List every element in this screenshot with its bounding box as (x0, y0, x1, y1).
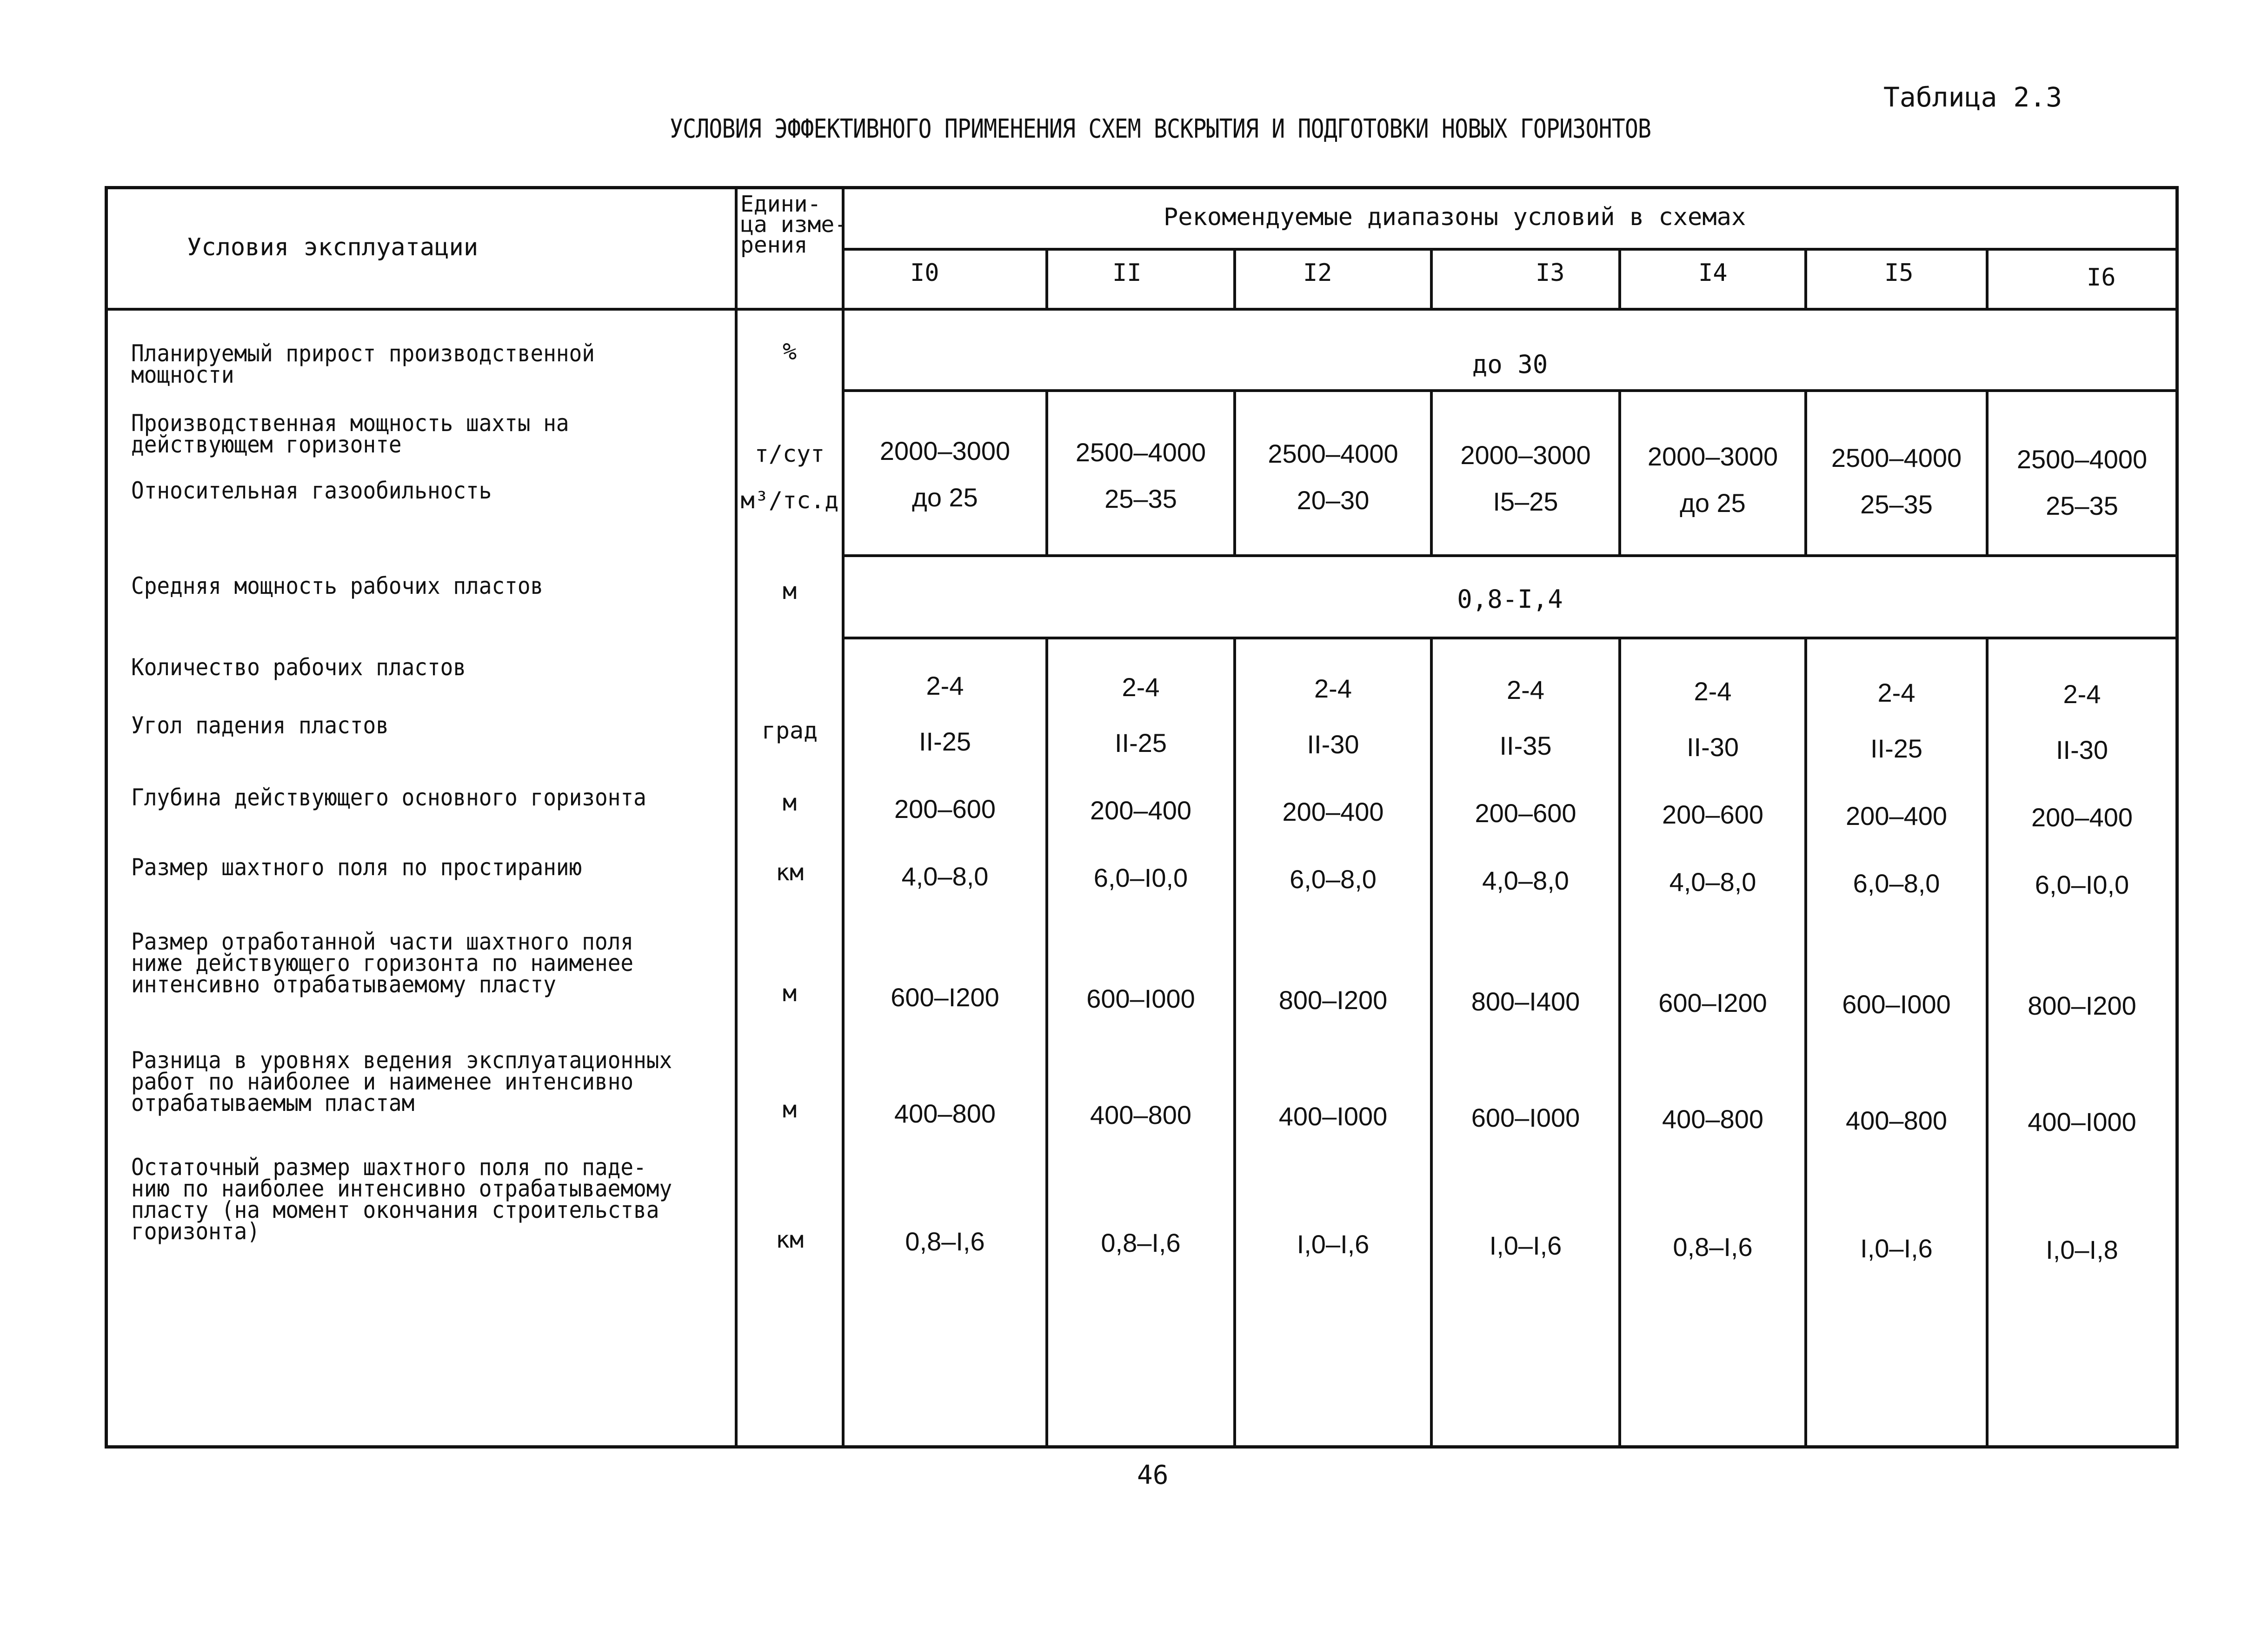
value-cell: 2-4 (2063, 679, 2101, 709)
value-cell: 2000–3000 (1647, 442, 1778, 471)
value-cell: 2-4 (1314, 674, 1352, 703)
value-cell: 2000–3000 (1460, 440, 1591, 470)
value-cell: 800–I200 (2028, 991, 2136, 1020)
value-cell: 200–400 (1282, 797, 1384, 826)
value-cell: 200–400 (2031, 803, 2133, 832)
value-cell: 6,0–8,0 (1853, 869, 1940, 898)
conditions-table (105, 186, 2179, 1449)
value-cell: 400–I000 (2028, 1107, 2136, 1136)
value-cell: 200–600 (1662, 800, 1763, 829)
value-cell: 2500–4000 (2016, 445, 2148, 474)
value-cell: 0,8–I,6 (1101, 1228, 1181, 1257)
value-cell: II-25 (1114, 728, 1167, 758)
value-cell: 20–30 (1297, 485, 1370, 515)
row-unit: град (761, 717, 818, 744)
row-label: Относительная газообильность (131, 477, 492, 504)
row-unit: м (782, 578, 797, 605)
value-cell: 25–35 (2046, 491, 2118, 520)
grid-line (1986, 250, 1989, 1445)
value-cell: I5–25 (1493, 487, 1558, 516)
row-label: Разница в уровнях ведения эксплуатационных работ по наиболее и наименее интенсивно отрабатываемым пластам (131, 1047, 672, 1116)
value-cell: до 25 (1680, 488, 1746, 518)
value-cell: 200–400 (1845, 801, 1947, 831)
value-cell: 2-4 (926, 671, 964, 700)
value-cell: 4,0–8,0 (901, 862, 989, 891)
value-cell: 200–600 (894, 794, 996, 824)
row-unit: км (775, 859, 804, 886)
grid-line (842, 248, 2175, 251)
row-unit: т/сут (754, 440, 825, 467)
row-label: Остаточный размер шахтного поля по паде- нию по наиболее интенсивно отрабатываемому пласту (на момент окончания строительства горизонта) (131, 1154, 672, 1245)
value-cell: 400–800 (1845, 1106, 1947, 1135)
value-cell: 200–600 (1475, 798, 1576, 828)
value-cell: I,0–I,6 (1489, 1231, 1562, 1260)
scheme-header: I5 (1884, 259, 1914, 287)
value-cell: 200–400 (1090, 796, 1191, 825)
value-cell: I,0–I,6 (1297, 1229, 1370, 1259)
page-number: 46 (1137, 1460, 1169, 1490)
span-value: 0,8-I,4 (1457, 585, 1563, 614)
value-cell: 400–800 (1662, 1104, 1763, 1134)
table-number: Таблица 2.3 (1883, 81, 2062, 113)
value-cell: I,0–I,8 (2046, 1235, 2118, 1264)
value-cell: 2-4 (1877, 678, 1915, 707)
value-cell: II-25 (1870, 734, 1923, 763)
span-value: до 30 (1472, 350, 1548, 379)
row-label: Размер отработанной части шахтного поля ниже действующего горизонта по наименее интенсивно отрабатываемому пласту (131, 928, 634, 998)
grid-line (1233, 250, 1236, 1445)
scheme-header: I4 (1698, 259, 1728, 287)
value-cell: 6,0–I0,0 (2035, 870, 2129, 899)
row-label: Планируемый прирост производственной мощности (131, 340, 595, 388)
grid-line (842, 637, 2175, 639)
row-label: Средняя мощность рабочих пластов (131, 572, 544, 599)
row-label: Угол падения пластов (131, 712, 389, 739)
row-unit: км (775, 1226, 804, 1253)
table-title: УСЛОВИЯ ЭФФЕКТИВНОГО ПРИМЕНЕНИЯ СХЕМ ВСКРЫТИЯ И ПОДГОТОВКИ НОВЫХ ГОРИЗОНТОВ (670, 114, 1651, 144)
scheme-header: I6 (2087, 264, 2116, 292)
value-cell: 25–35 (1860, 490, 1933, 519)
scheme-header: I0 (910, 259, 939, 287)
grid-line (842, 389, 2175, 392)
row-unit: % (782, 338, 797, 365)
scheme-header: I2 (1303, 259, 1332, 287)
value-cell: I,0–I,6 (1860, 1234, 1933, 1263)
value-cell: II-25 (918, 727, 971, 756)
value-cell: 2500–4000 (1831, 443, 1962, 472)
header-unit: Едини- ца изме- рения (740, 191, 848, 258)
value-cell: до 25 (912, 483, 978, 512)
value-cell: 2-4 (1122, 672, 1160, 702)
value-cell: II-30 (1307, 730, 1359, 759)
value-cell: 400–I000 (1278, 1102, 1388, 1131)
row-unit: м³/тс.д (740, 487, 839, 514)
grid-line (1430, 250, 1433, 1445)
row-label: Производственная мощность шахты на действующем горизонте (131, 410, 569, 458)
value-cell: II-35 (1499, 731, 1552, 760)
value-cell: 2000–3000 (879, 436, 1011, 465)
grid-line (1045, 250, 1048, 1445)
row-label: Глубина действующего основного горизонта (131, 784, 646, 811)
value-cell: 600–I000 (1471, 1103, 1580, 1132)
value-cell: 600–I000 (1842, 990, 1951, 1019)
row-unit: м (782, 980, 797, 1007)
value-cell: 2-4 (1507, 675, 1544, 704)
value-cell: 800–I200 (1278, 985, 1388, 1015)
grid-line (735, 189, 738, 1445)
value-cell: 2-4 (1694, 677, 1732, 706)
value-cell: 6,0–I0,0 (1093, 863, 1188, 892)
row-label: Количество рабочих пластов (131, 654, 466, 681)
value-cell: 600–I200 (891, 983, 999, 1012)
value-cell: 600–I200 (1658, 988, 1767, 1017)
header-recommended: Рекомендуемые диапазоны условий в схемах (1164, 203, 1746, 231)
value-cell: II-30 (1686, 732, 1739, 762)
value-cell: 2500–4000 (1268, 439, 1398, 468)
value-cell: 2500–4000 (1075, 438, 1206, 467)
value-cell: 400–800 (894, 1099, 996, 1128)
value-cell: 800–I400 (1471, 987, 1580, 1016)
scheme-header: I3 (1536, 259, 1565, 287)
header-conditions: Условия эксплуатации (187, 233, 479, 261)
grid-line (1618, 250, 1621, 1445)
value-cell: 4,0–8,0 (1669, 867, 1756, 897)
value-cell: 600–I000 (1086, 984, 1195, 1013)
value-cell: 4,0–8,0 (1482, 866, 1569, 895)
value-cell: 25–35 (1104, 484, 1177, 513)
grid-line (1804, 250, 1807, 1445)
scheme-header: II (1112, 259, 1142, 287)
value-cell: 0,8–I,6 (905, 1227, 985, 1256)
value-cell: 6,0–8,0 (1290, 864, 1377, 894)
value-cell: 0,8–I,6 (1673, 1232, 1753, 1262)
value-cell: 400–800 (1090, 1100, 1191, 1130)
row-unit: м (782, 789, 797, 816)
value-cell: II-30 (2055, 735, 2108, 764)
row-label: Размер шахтного поля по простиранию (131, 854, 582, 881)
row-unit: м (782, 1096, 797, 1123)
